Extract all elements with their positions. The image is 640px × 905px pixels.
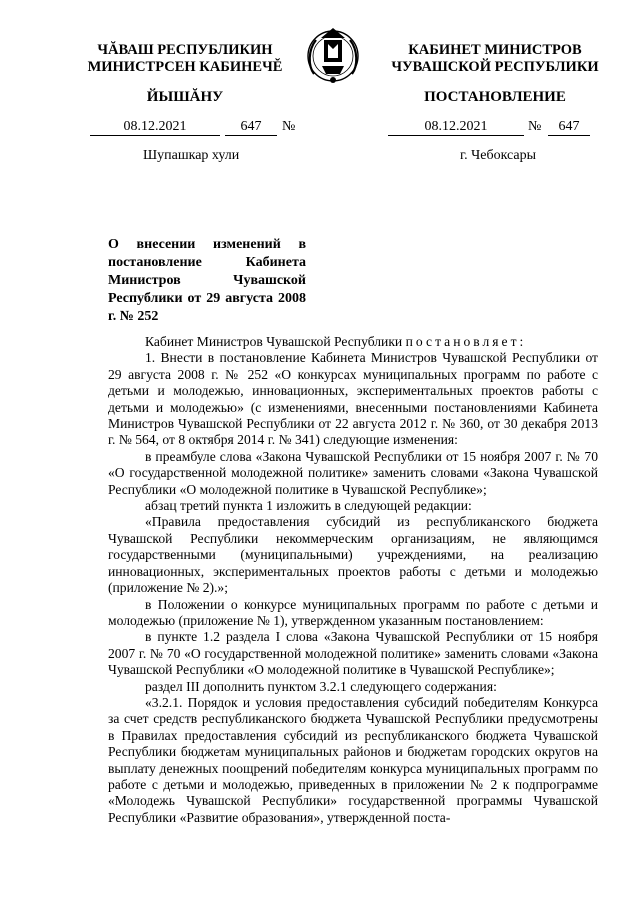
left-number: 647 (225, 119, 277, 136)
body-paragraph: в преамбуле слова «Закона Чувашской Республики от 15 ноября 2007 г. № 70 «О государственной молодежной политике» заменить словами «Закона Чувашской Республики «О молодежной политике в Чувашской Республике»; (108, 448, 598, 497)
header-left-line2: МИНИСТРСЕН КАБИНЕЧĔ (87, 59, 283, 75)
intro-spaced: постановляет: (405, 334, 527, 349)
right-number: 647 (548, 119, 590, 136)
chuvash-coat-of-arms-icon (300, 22, 366, 88)
header-right-authority (380, 42, 610, 76)
intro-text: Кабинет Министров Чувашской Республики (145, 334, 403, 349)
body-paragraph: в пункте 1.2 раздела I слова «Закона Чувашской Республики от 15 ноября 2007 г. № 70 «О государственной молодежной политике» заменить словами «Закона Чувашской Республики «О молодежной политике в Чувашской Республике»; (108, 629, 598, 678)
body-paragraph: раздел III дополнить пунктом 3.2.1 следующего содержания: (145, 678, 497, 694)
header-right-doc-type: ПОСТАНОВЛЕНИЕ (424, 89, 566, 105)
header-right-line1: КАБИНЕТ МИНИСТРОВ (408, 42, 582, 58)
left-place: Шупашкар хули (143, 148, 240, 163)
left-date: 08.12.2021 (90, 119, 220, 136)
left-number-sign: № (282, 119, 296, 134)
document-title: О внесении изменений в постановление Кабинета Министров Чувашской Республики от 29 августа 2008 г. № 252 (108, 237, 306, 324)
body-paragraph: «3.2.1. Порядок и условия предоставления субсидий победителям Конкурса за счет средств республиканского бюджета Чувашской Республики предусмотрены в Правилах предоставления субсидий из республиканского бюджета Чувашской Республики бюджетам муниципальных районов и бюджетам городских округов на выплату денежных поощрений победителям конкурса муниципальных программ по работе с детьми и молодежью, приведенных в приложении № 2 к подпрограмме «Молодежь Чувашской Республики» государственной программы Чувашской Республики «Развитие образования», утвержденной поста- (108, 694, 598, 825)
body-paragraph: 1. Внести в постановление Кабинета Министров Чувашской Республики от 29 августа 2008 г. № 252 «О конкурсах муниципальных программ по работе с детьми и молодежью, инновационных, экспериментальных проектов работы с детьми и молодежью» (с изменениями, внесенными постановлениями Кабинета Министров Чувашской Республики от 22 августа 2012 г. № 360, от 30 декабря 2013 г. № 564, от 8 октября 2014 г. № 341) следующие изменения: (108, 350, 598, 448)
right-date: 08.12.2021 (388, 119, 524, 136)
body-paragraph: «Правила предоставления субсидий из республиканского бюджета Чувашской Республики некоммерческим организациям, не являющимся государственными (муниципальными) учреждениями, на реализацию инновационных, экспериментальных проектов работы с детьми и молодежью (приложение № 2).»; (108, 514, 598, 596)
header-left-authority (80, 42, 290, 76)
header-right-line2: ЧУВАШСКОЙ РЕСПУБЛИКИ (391, 59, 599, 75)
intro-paragraph (108, 334, 598, 350)
header-left-doc-type: ЙЫШĂНУ (146, 89, 224, 105)
document-body (108, 334, 598, 826)
body-paragraph: абзац третий пункта 1 изложить в следующей редакции: (145, 498, 472, 514)
right-place: г. Чебоксары (460, 148, 537, 163)
body-paragraph: в Положении о конкурсе муниципальных программ по работе с детьми и молодежью (приложение № 1), утвержденном указанным постановлением: (108, 596, 598, 628)
header-left-line1: ЧĂВАШ РЕСПУБЛИКИН (97, 42, 273, 58)
right-number-sign: № (528, 119, 542, 134)
